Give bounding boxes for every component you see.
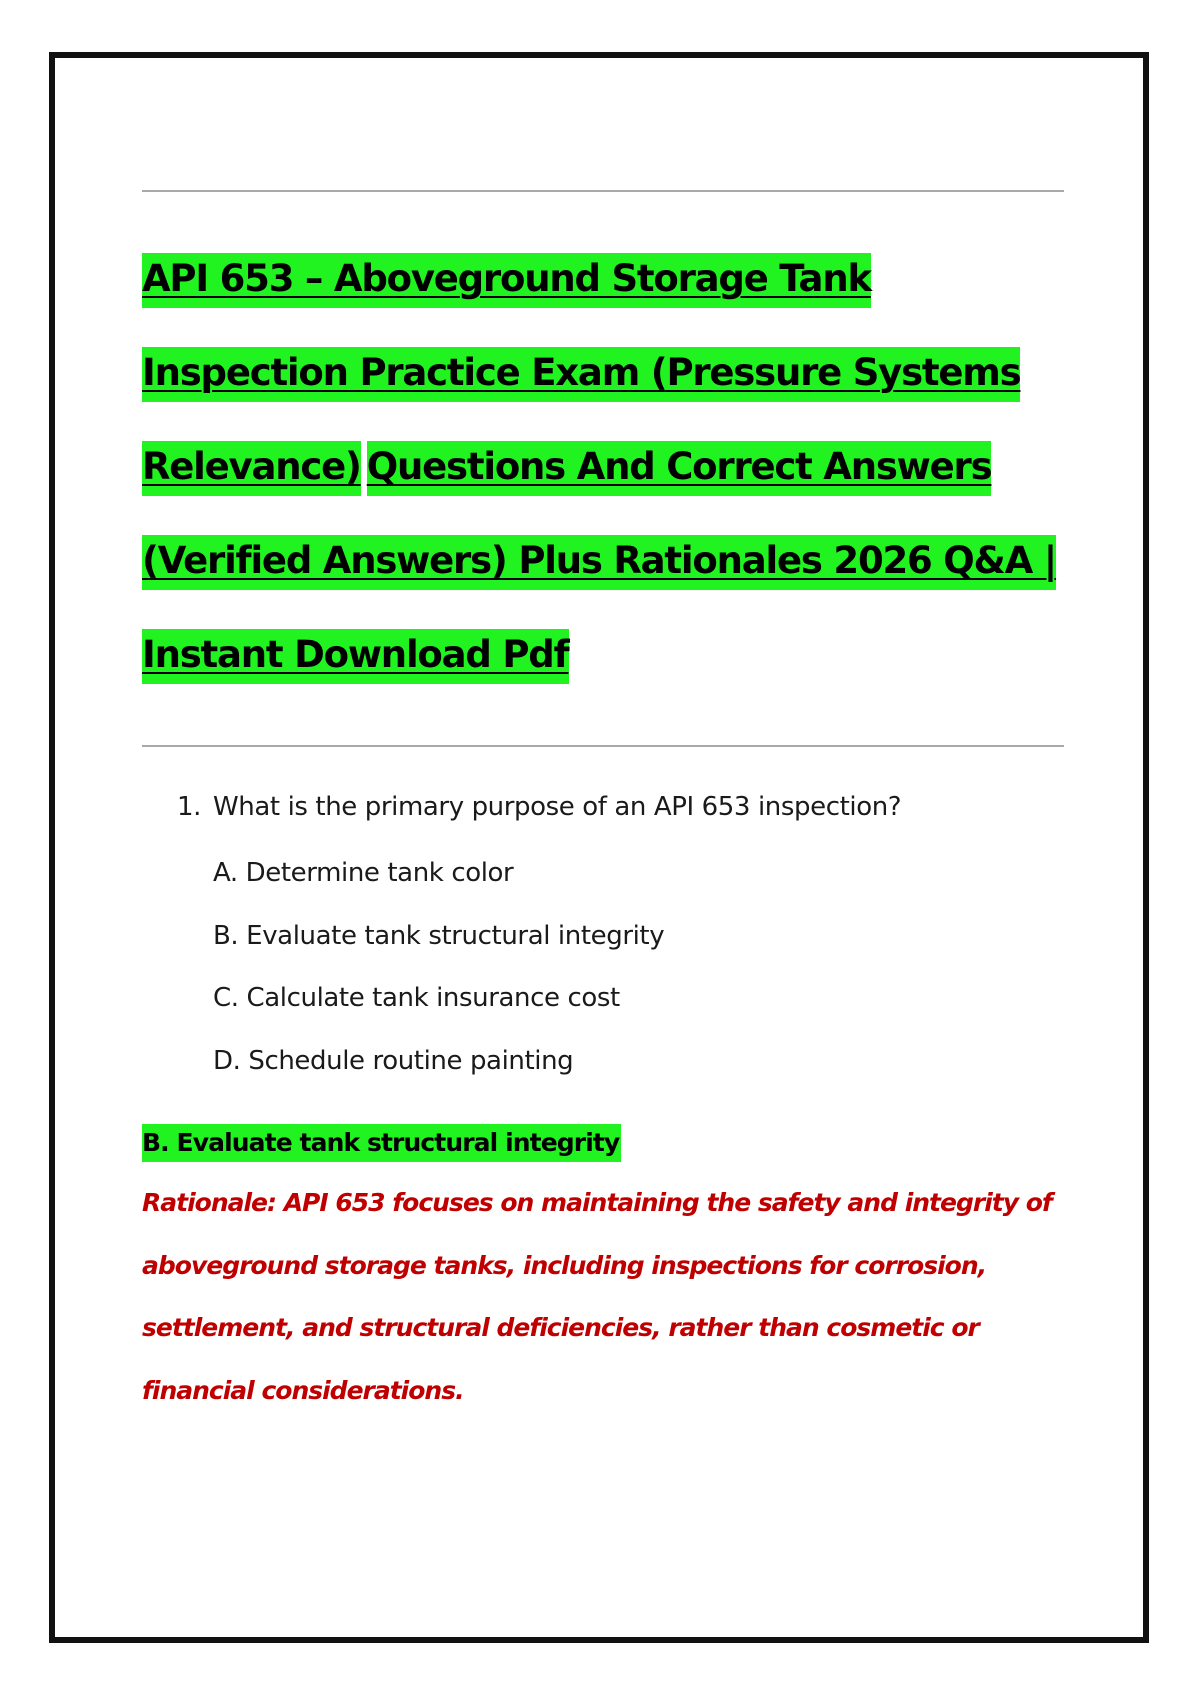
question-number: 1. bbox=[177, 792, 202, 822]
option-c: C. Calculate tank insurance cost bbox=[213, 983, 620, 1013]
top-divider bbox=[142, 190, 1064, 192]
answer-options-list bbox=[213, 856, 664, 1106]
bottom-divider bbox=[142, 745, 1064, 747]
correct-answer: B. Evaluate tank structural integrity bbox=[142, 1124, 621, 1162]
option-d: D. Schedule routine painting bbox=[213, 1045, 574, 1076]
question-text: What is the primary purpose of an API 653 inspection? bbox=[213, 792, 902, 822]
title-highlight-part-1: API 653 – Aboveground Storage Tank Inspection Practice Exam (Pressure Systems Relevance) bbox=[142, 253, 1020, 496]
option-b: B. Evaluate tank structural integrity bbox=[213, 920, 665, 951]
document-title bbox=[142, 232, 1082, 702]
title-highlight-part-2: Questions And Correct Answers (Verified Answers) Plus Rationales 2026 Q&A | Instant Download Pdf bbox=[142, 441, 1056, 684]
rationale-text: Rationale: API 653 focuses on maintaining the safety and integrity of aboveground storage tanks, including inspections for corrosion, settlement, and structural deficiencies, rather than cosmetic or financial considerations. bbox=[142, 1188, 1052, 1405]
question-1 bbox=[177, 790, 901, 824]
option-a: A. Determine tank color bbox=[213, 858, 514, 888]
